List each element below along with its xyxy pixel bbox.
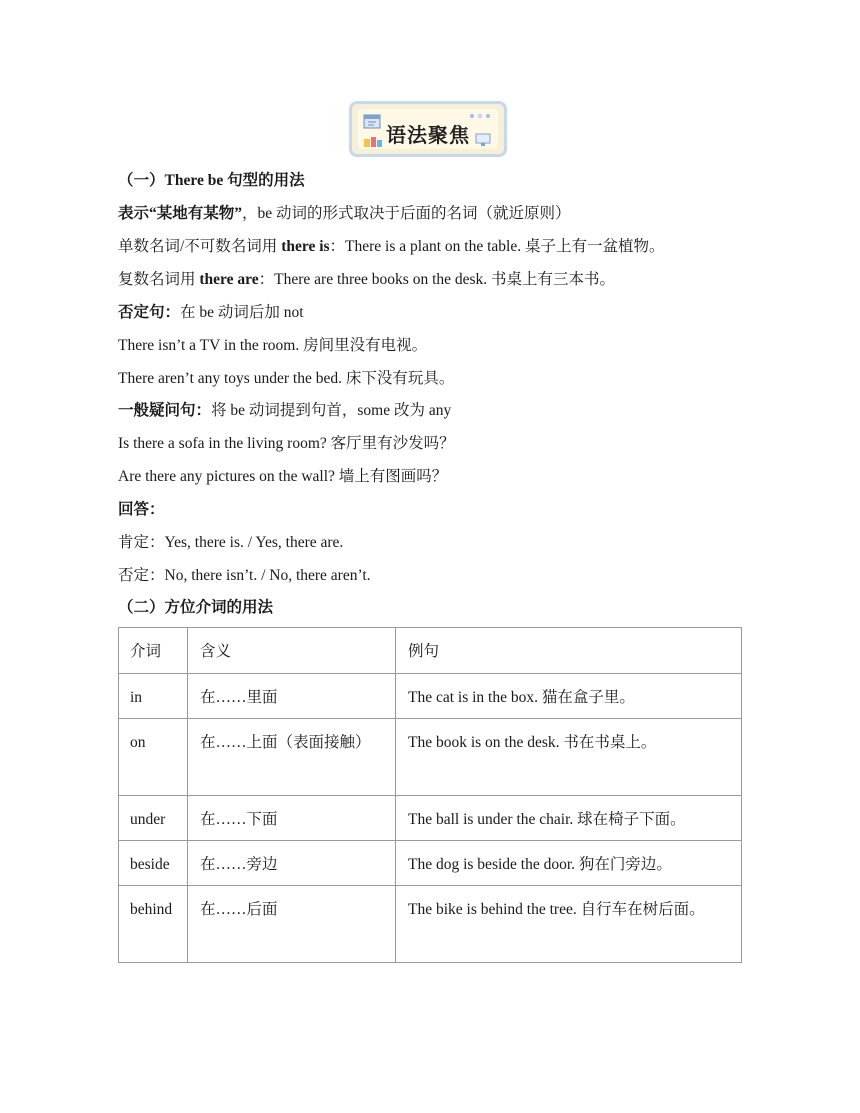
table-row — [119, 719, 742, 796]
section-banner — [349, 101, 507, 157]
table-cell: under — [119, 796, 188, 841]
banner-panel — [358, 109, 498, 149]
table-cell: The ball is under the chair. 球在椅子下面。 — [396, 796, 742, 841]
table-cell: The dog is beside the door. 狗在门旁边。 — [396, 841, 742, 886]
question-line — [118, 401, 451, 421]
table-row — [119, 796, 742, 841]
singular-line — [118, 237, 664, 257]
header-cell-meaning: 含义 — [188, 628, 396, 674]
header-cell-example: 例句 — [396, 628, 742, 674]
table-cell: 在……后面 — [188, 886, 396, 963]
table-cell: 在……里面 — [188, 674, 396, 719]
table-cell: 在……旁边 — [188, 841, 396, 886]
table-cell: on — [119, 719, 188, 796]
answer-label: 回答： — [118, 501, 165, 518]
question-bold: 一般疑问句： — [118, 402, 212, 419]
question-example-2: Are there any pictures on the wall? 墙上有图画吗？ — [118, 468, 448, 485]
rule-bold: 表示“某地有某物” — [118, 205, 243, 222]
banner-title: 语法聚焦 — [386, 123, 470, 147]
table-cell: 在……上面（表面接触） — [188, 719, 396, 796]
question-text: 将 be 动词提到句首，some 改为 any — [211, 402, 452, 419]
table-header-row — [119, 628, 742, 674]
table-cell: behind — [119, 886, 188, 963]
table-cell: The book is on the desk. 书在书桌上。 — [396, 719, 742, 796]
table-cell: beside — [119, 841, 188, 886]
prepositions-table — [118, 627, 742, 963]
rule-line — [118, 204, 571, 224]
answer-no: 否定：No, there isn’t. / No, there aren’t. — [118, 567, 371, 584]
table-cell: The bike is behind the tree. 自行车在树后面。 — [396, 886, 742, 963]
table-row — [119, 674, 742, 719]
negative-line — [118, 303, 304, 323]
table-cell: 在……下面 — [188, 796, 396, 841]
table-row — [119, 841, 742, 886]
plural-text: ：There are three books on the desk. 书桌上有三本书。 — [258, 271, 616, 288]
question-example-1: Is there a sofa in the living room? 客厅里有沙发吗？ — [118, 435, 455, 452]
rule-text: ，be 动词的形式取决于后面的名词（就近原则） — [242, 205, 571, 222]
plural-line — [118, 270, 615, 290]
singular-bold: there is — [281, 238, 330, 255]
header-cell-preposition: 介词 — [119, 628, 188, 674]
table-row — [119, 886, 742, 963]
plural-bold: there are — [199, 271, 259, 288]
negative-example-2: There aren’t any toys under the bed. 床下没有玩具。 — [118, 370, 455, 387]
negative-example-1: There isn’t a TV in the room. 房间里没有电视。 — [118, 337, 428, 354]
table-cell: in — [119, 674, 188, 719]
singular-prefix: 单数名词/不可数名词用 — [118, 238, 282, 255]
plural-prefix: 复数名词用 — [118, 271, 200, 288]
section-heading-there-be: （一）There be 句型的用法 — [118, 172, 305, 189]
singular-text: ：There is a plant on the table. 桌子上有一盆植物。 — [329, 238, 665, 255]
answer-yes: 肯定：Yes, there is. / Yes, there are. — [118, 534, 344, 551]
negative-text: 在 be 动词后加 not — [180, 304, 304, 321]
section-heading-prepositions: （二）方位介词的用法 — [118, 599, 274, 616]
table-cell: The cat is in the box. 猫在盒子里。 — [396, 674, 742, 719]
negative-bold: 否定句： — [118, 304, 181, 321]
